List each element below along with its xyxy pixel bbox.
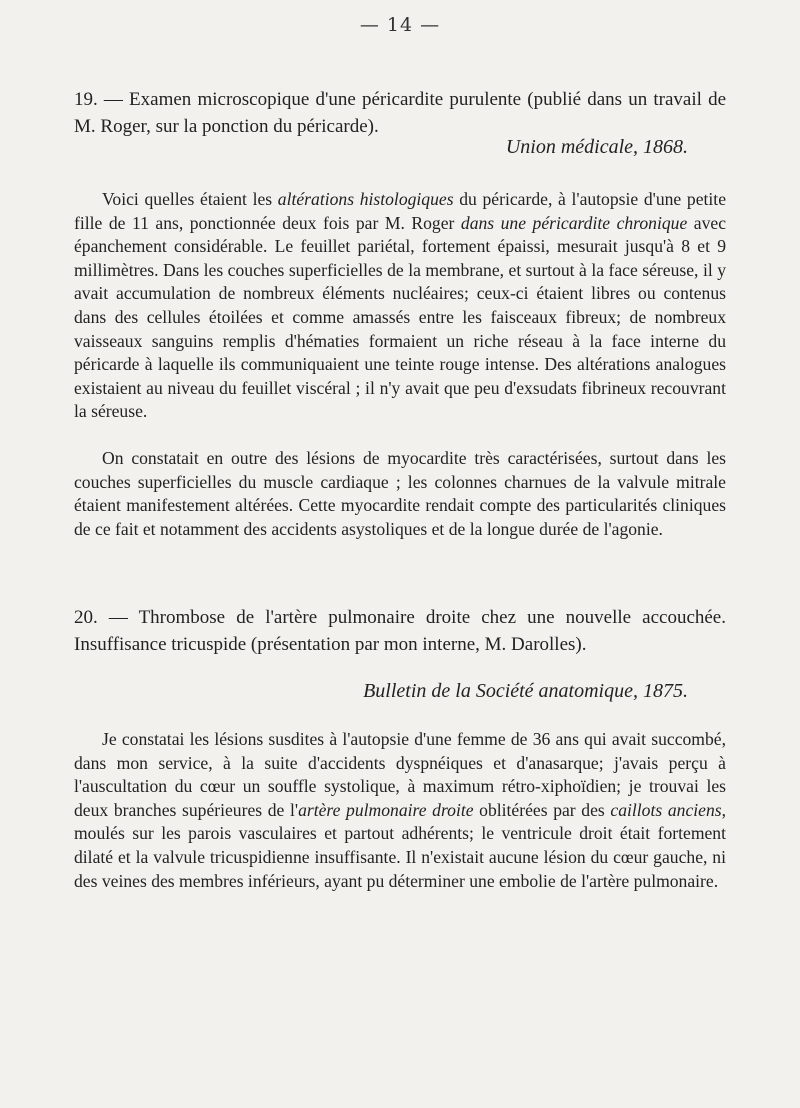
- paragraph-text: avec épanchement considérable. Le feuillet pariétal, fortement épaissi, mesurait jusqu'à 8 et 9 millimètres. Dans les couches superficielles de la membrane, et surtout à la face séreuse, il y avait accumulation de nombreux éléments nucléaires; ceux-ci étaient libres ou contenus dans des cellules étoilées et comme amassés entre les faisceaux fibreux; de nombreux vaisseaux sanguins remplis d'hématies formaient un riche réseau à la face interne du péricarde à laquelle ils communiquaient une teinte rouge intense. Des altérations analogues existaient au niveau du feuillet viscéral ; il n'y avait que peu d'exsudats fibrineux recouvrant la séreuse.: [74, 212, 726, 422]
- paragraph-text: Je constatai les lésions susdites à l'autopsie d'une femme de 36 ans qui avait succombé, dans mon service, à la suite d'accidents dyspnéiques et d'anasarque; j'avais perçu à l'auscultation du cœur un souffle systolique, à maximum rétro-xiphoïdien; je trouvai les deux branches supérieures de l': [74, 729, 726, 820]
- paragraph-text: du péricarde, à l'autopsie d'une petite fille de 11 ans, ponctionnée deux fois par M. Roger: [74, 189, 726, 233]
- entry-19-paragraph-2: On constatait en outre des lésions de myocardite très caractérisées, surtout dans les couches superficielles du muscle cardiaque ; les colonnes charnues de la valvule mitrale étaient manifestement altérées. Cette myocardite rendait compte des particularités cliniques de ce fait et notamment des accidents asystoliques et de la longue durée de l'agonie.: [74, 448, 726, 539]
- entry-19-source: Union médicale, 1868.: [505, 136, 688, 158]
- emphasis-altérations-histologiques: altérations histologiques: [277, 189, 454, 209]
- paragraph-text: Voici quelles étaient les: [102, 189, 278, 209]
- entry-20-source: Bulletin de la Société anatomique, 1875.: [363, 680, 688, 702]
- page-number: — 14 —: [359, 14, 441, 36]
- emphasis-artère-pulmonaire-droite: artère pulmonaire droite: [298, 799, 474, 820]
- paragraph-text: , moulés sur les parois vasculaires et partout adhérents; le ventricule droit était fortement dilaté et la valvule tricuspidienne insuffisante. Il n'existait aucune lésion du cœur gauche, ni des veines des membres inférieurs, ayant pu déterminer une embolie de l'artère pulmonaire.: [74, 799, 726, 891]
- entry-20-paragraph-1: [74, 728, 726, 893]
- entry-19-heading: 19. — Examen microscopique d'une péricardite purulente (publié dans un travail de M. Roger, sur la ponction du péricarde).: [74, 89, 726, 137]
- entry-20-heading: 20. — Thrombose de l'artère pulmonaire droite chez une nouvelle accouchée. Insuffisance tricuspide (présentation par mon interne, M. Darolles).: [74, 607, 726, 655]
- emphasis-caillots-anciens: caillots anciens: [610, 799, 722, 820]
- paragraph-text: oblitérées par des: [473, 799, 611, 820]
- entry-19-paragraph-1: [74, 188, 726, 424]
- emphasis-péricardite-chronique: dans une péricardite chronique: [460, 212, 688, 233]
